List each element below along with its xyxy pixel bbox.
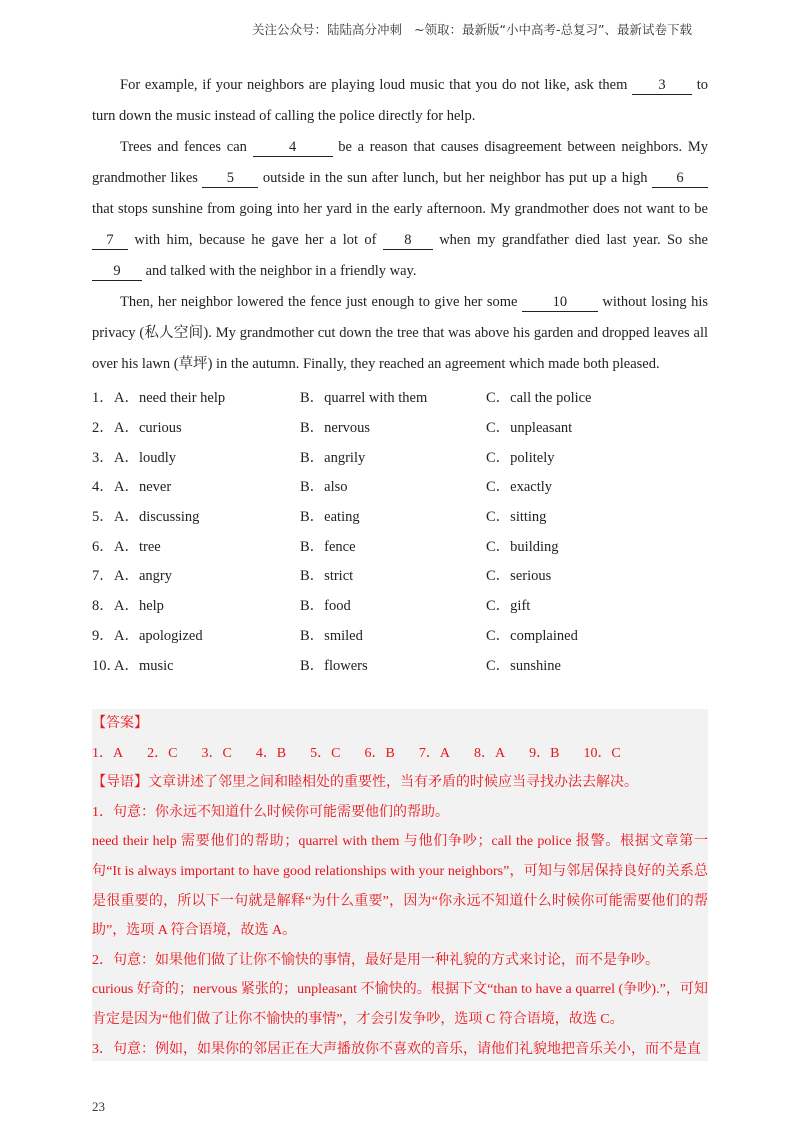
option-row (92, 382, 708, 412)
blank-7: 7 (92, 231, 128, 250)
answer-item: 5．C (310, 745, 341, 761)
blank-5: 5 (202, 169, 258, 188)
answer-section (92, 709, 708, 1061)
option-c: C．exactly (486, 479, 553, 496)
q3-title: 3．句意：例如，如果你的邻居正在大声播放你不喜欢的音乐，请他们礼貌地把音乐关小，而不是直 (92, 1041, 701, 1057)
text: to turn down the music instead of calling the police directly for help. (92, 77, 708, 124)
option-c: C．politely (486, 449, 555, 466)
option-b: B．smiled (300, 627, 363, 644)
option-c: C．call the police (486, 390, 592, 407)
text: when my grandfather died last year. So she (432, 232, 708, 248)
option-row (92, 649, 708, 679)
blank-3: 3 (632, 76, 692, 95)
header-left: 关注公众号：陆陆高分冲刺 (252, 22, 403, 37)
blank-9: 9 (92, 262, 142, 281)
answer-item: 6．B (364, 745, 395, 761)
guide-text: 【导语】文章讲述了邻里之间和睦相处的重要性，当有矛盾的时候应当寻找办法去解决。 (92, 775, 638, 791)
option-b: B．flowers (300, 657, 368, 674)
option-a: A．music (114, 657, 174, 674)
q2-title: 2．句意：如果他们做了让你不愉快的事情，最好是用一种礼貌的方式来讨论，而不是争吵。 (92, 952, 659, 968)
option-a: A．loudly (114, 449, 177, 466)
option-a: A．discussing (114, 509, 200, 526)
answer-heading: 【答案】 (92, 716, 148, 731)
text: without losing his privacy (私人空间). My grandmother cut down the tree that was above his garden and dropped leaves all over his lawn (草坪) in the autumn. Finally, they reached an agreement which made both pleased. (92, 294, 708, 372)
option-row (92, 620, 708, 650)
text: outside in the sun after lunch, but her neighbor has put up a high (258, 170, 652, 186)
text: with him, because he gave her a lot of (128, 232, 383, 248)
answer-item: 10．C (583, 745, 621, 761)
option-b: B．strict (300, 568, 354, 585)
option-a: A．tree (114, 538, 161, 555)
q2-explanation: curious 好奇的；nervous 紧张的；unpleasant 不愉快的。根据下文“than to have a quarrel (争吵).”，可知肯定是因为“他们做了让你不愉快的事情”，才会引发争吵，选项 C 符合语境，故选 C。 (92, 982, 708, 1027)
answer-item: 7．A (418, 745, 450, 761)
option-b: B．fence (300, 538, 356, 555)
answer-key (92, 739, 708, 769)
option-a: A．apologized (114, 627, 203, 644)
answer-item: 3．C (201, 745, 232, 761)
option-row (92, 412, 708, 442)
option-c: C．complained (486, 627, 578, 644)
text: that stops sunshine from going into her yard in the early afternoon. My grandmother does not want to be (92, 201, 708, 217)
option-number: 6． (92, 538, 114, 555)
option-number: 3． (92, 449, 114, 466)
paragraph-3 (92, 287, 708, 380)
option-b: B．angrily (300, 449, 366, 466)
option-a: A．help (114, 598, 164, 615)
option-number: 1． (92, 390, 114, 407)
option-c: C．unpleasant (486, 420, 573, 437)
option-number: 5． (92, 509, 114, 526)
answer-item: 8．A (473, 745, 506, 761)
blank-4: 4 (253, 138, 333, 157)
option-row (92, 530, 708, 560)
option-number: 2． (92, 420, 114, 437)
text: Then, her neighbor lowered the fence just enough to give her some (120, 294, 522, 310)
option-a: A．need their help (114, 390, 226, 407)
blank-10: 10 (522, 293, 598, 312)
option-c: C．sitting (486, 509, 547, 526)
q1-explanation: need their help 需要他们的帮助；quarrel with them 与他们争吵；call the police 报警。根据文章第一句“It is always important to have good relationships with your neighbors”，可知与邻居保持良好的关系总是很重要的，所以下一句就是解释“为什么重要”，因为“你永远不知道什么时候你可能需要他们的帮助”，选项 A 符合语境，故选 A。 (92, 834, 708, 939)
option-row (92, 471, 708, 501)
q1-title: 1．句意：你永远不知道什么时候你可能需要他们的帮助。 (92, 804, 449, 820)
page-number: 23 (92, 1099, 105, 1114)
text: For example, if your neighbors are playing loud music that you do not like, ask them (120, 77, 633, 93)
option-a: A．never (114, 479, 172, 496)
option-b: B．eating (300, 509, 360, 526)
option-b: B．nervous (300, 420, 371, 437)
header-right: ~领取：最新版“小中高考-总复习”、最新试卷下载 (414, 22, 692, 37)
option-a: A．curious (114, 420, 182, 437)
answer-item: 4．B (255, 745, 287, 761)
option-b: B．food (300, 598, 351, 615)
blank-6: 6 (652, 169, 708, 188)
option-number: 8． (92, 598, 114, 615)
option-row (92, 501, 708, 531)
answer-item: 2．C (147, 745, 178, 761)
text: Trees and fences can (120, 139, 253, 155)
options-list (92, 382, 708, 679)
option-number: 7． (92, 568, 114, 585)
option-b: B．quarrel with them (300, 390, 428, 407)
option-b: B．also (300, 479, 348, 496)
passage (92, 70, 708, 380)
page-header (252, 20, 704, 38)
blank-8: 8 (383, 231, 433, 250)
text: and talked with the neighbor in a friendly way. (142, 263, 417, 279)
option-number: 4． (92, 479, 114, 496)
option-row (92, 560, 708, 590)
option-c: C．gift (486, 598, 531, 615)
option-c: C．serious (486, 568, 552, 585)
option-row (92, 441, 708, 471)
text: be a reason that causes disagreement between neighbors. My grandmother likes (92, 139, 708, 186)
answer-item: 9．B (529, 745, 560, 761)
paragraph-1 (92, 70, 708, 132)
option-row (92, 590, 708, 620)
option-c: C．building (486, 538, 559, 555)
option-c: C．sunshine (486, 657, 561, 674)
option-number: 10． (92, 657, 121, 674)
paragraph-2 (92, 132, 708, 287)
option-number: 9． (92, 627, 114, 644)
answer-item: 1．A (92, 745, 124, 761)
option-a: A．angry (114, 568, 172, 585)
